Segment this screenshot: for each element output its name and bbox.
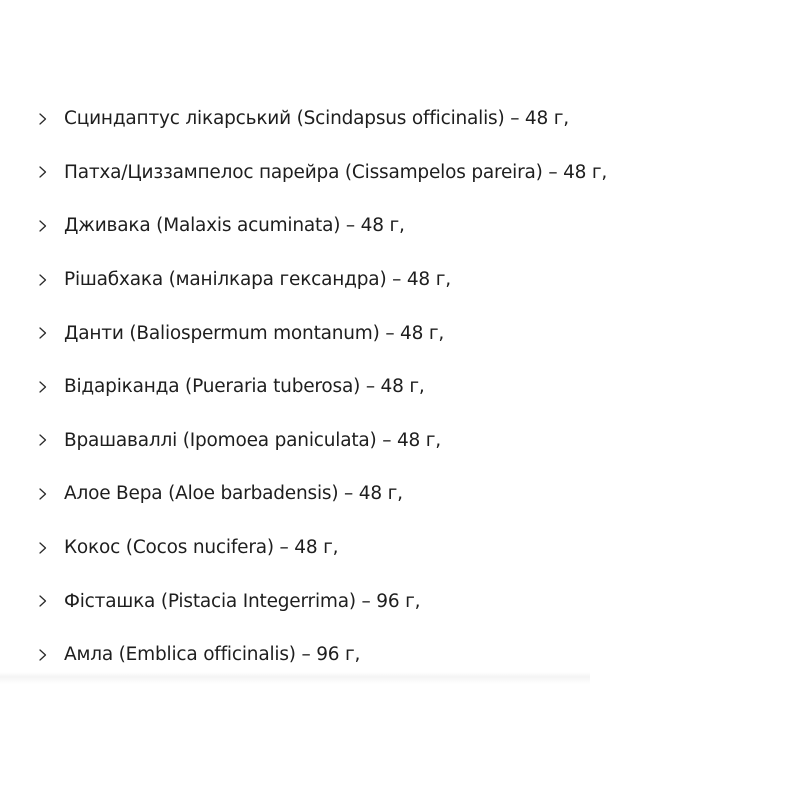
list-item	[36, 360, 776, 414]
list-item	[36, 306, 776, 360]
ingredient-text: Сциндаптус лікарський (Scindapsus officinalis) – 48 г,	[64, 108, 569, 130]
ingredient-text: Амла (Emblica officinalis) – 96 г,	[64, 644, 361, 666]
crop-edge-shadow	[0, 672, 590, 684]
ingredient-text: Патха/Циззампелос парейра (Cissampelos pareira) – 48 г,	[64, 161, 608, 183]
chevron-right-icon	[36, 326, 50, 340]
ingredient-text: Рішабхака (манілкара гександра) – 48 г,	[64, 269, 451, 291]
chevron-right-icon	[36, 165, 50, 179]
list-item	[36, 521, 776, 575]
list-item	[36, 414, 776, 468]
chevron-right-icon	[36, 112, 50, 126]
chevron-right-icon	[36, 273, 50, 287]
chevron-right-icon	[36, 487, 50, 501]
list-item	[36, 253, 776, 307]
list-item	[36, 574, 776, 628]
chevron-right-icon	[36, 219, 50, 233]
ingredient-text: Данти (Baliospermum montanum) – 48 г,	[64, 322, 445, 344]
list-item	[36, 199, 776, 253]
ingredient-text: Відаріканда (Pueraria tuberosa) – 48 г,	[64, 376, 425, 398]
chevron-right-icon	[36, 380, 50, 394]
ingredient-text: Алое Вера (Aloe barbadensis) – 48 г,	[64, 483, 403, 505]
ingredient-text: Кокос (Cocos nucifera) – 48 г,	[64, 537, 339, 559]
list-item	[36, 467, 776, 521]
ingredient-text: Дживака (Malaxis acuminata) – 48 г,	[64, 215, 405, 237]
chevron-right-icon	[36, 433, 50, 447]
chevron-right-icon	[36, 541, 50, 555]
ingredient-text: Врашаваллі (Ipomoea paniculata) – 48 г,	[64, 429, 441, 451]
chevron-right-icon	[36, 594, 50, 608]
list-item	[36, 92, 776, 146]
list-item	[36, 146, 776, 200]
ingredient-text: Фісташка (Pistacia Integerrima) – 96 г,	[64, 590, 421, 612]
chevron-right-icon	[36, 648, 50, 662]
ingredient-list	[36, 92, 776, 682]
